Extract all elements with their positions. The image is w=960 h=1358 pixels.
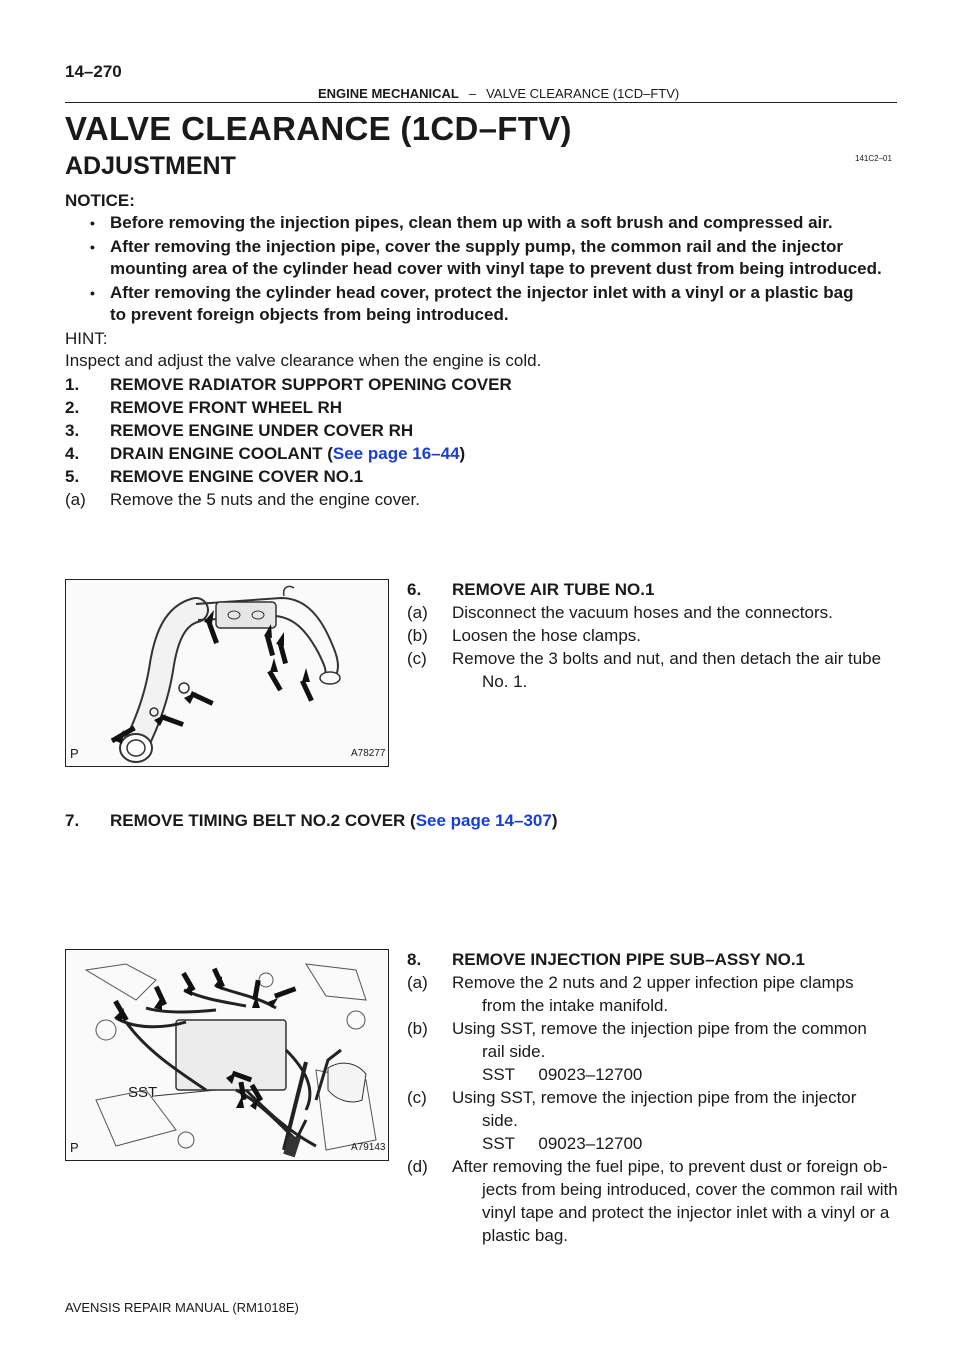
- header-rule: [65, 102, 897, 103]
- step-6b-letter: (b): [407, 626, 428, 645]
- step-3-text: REMOVE ENGINE UNDER COVER RH: [110, 421, 414, 440]
- step-8c-text-line-1: Using SST, remove the injection pipe from the injector: [452, 1088, 857, 1107]
- step-2-text: REMOVE FRONT WHEEL RH: [110, 398, 343, 417]
- step-7-text: [110, 810, 557, 832]
- bullet-dot: •: [90, 215, 95, 231]
- step-8-text: REMOVE INJECTION PIPE SUB–ASSY NO.1: [452, 950, 805, 969]
- section-subtitle: ADJUSTMENT: [65, 152, 236, 180]
- step-8c-sst: SST 09023–12700: [482, 1134, 643, 1153]
- notice-label: NOTICE:: [65, 191, 135, 210]
- step-4-close: ): [459, 444, 466, 463]
- step-number: 1.: [65, 375, 80, 394]
- step-number: 2.: [65, 398, 80, 417]
- header-section: ENGINE MECHANICAL: [318, 86, 459, 101]
- doc-code: 141C2–01: [855, 154, 892, 163]
- step-6b-text: Loosen the hose clamps.: [452, 626, 642, 645]
- step-6-text: REMOVE AIR TUBE NO.1: [452, 580, 655, 599]
- notice-bullet-3-line-2: to prevent foreign objects from being introduced.: [110, 305, 509, 324]
- step-5-text: REMOVE ENGINE COVER NO.1: [110, 467, 364, 486]
- step-8c-text-line-2: side.: [482, 1111, 518, 1130]
- step-8c-letter: (c): [407, 1088, 427, 1107]
- page-title: VALVE CLEARANCE (1CD–FTV): [65, 110, 572, 147]
- figure-2-label: A79143: [351, 1142, 386, 1153]
- step-8d-text-line-2: jects from being introduced, cover the common rail with: [482, 1180, 898, 1199]
- running-header: [318, 86, 679, 101]
- step-8d-text-line-1: After removing the fuel pipe, to prevent dust or foreign ob-: [452, 1157, 888, 1176]
- figure-1-corner-p: P: [70, 746, 79, 761]
- step-number: 5.: [65, 467, 80, 486]
- step-5a-letter: (a): [65, 490, 86, 509]
- step-1-text: REMOVE RADIATOR SUPPORT OPENING COVER: [110, 375, 512, 394]
- figure-1-label: A78277: [351, 748, 386, 759]
- step-8a-text-line-1: Remove the 2 nuts and 2 upper infection pipe clamps: [452, 973, 854, 992]
- step-7-close: ): [551, 811, 558, 830]
- notice-bullet-2-line-1: After removing the injection pipe, cover the supply pump, the common rail and the injector: [110, 237, 843, 256]
- sst-callout: SST: [128, 1084, 158, 1101]
- step-number: 8.: [407, 950, 422, 969]
- page-footer: AVENSIS REPAIR MANUAL (RM1018E): [65, 1300, 299, 1315]
- step-number: 6.: [407, 580, 422, 599]
- step-number: 7.: [65, 811, 80, 830]
- step-6c-letter: (c): [407, 649, 427, 668]
- notice-bullet-1: Before removing the injection pipes, clean them up with a soft brush and compressed air.: [110, 213, 833, 232]
- bullet-dot: •: [90, 285, 95, 301]
- hint-label: HINT:: [65, 329, 108, 348]
- step-8b-sst: SST 09023–12700: [482, 1065, 643, 1084]
- figure-injection-pipes: [65, 949, 389, 1161]
- header-separator: –: [468, 86, 477, 101]
- step-5a-text: Remove the 5 nuts and the engine cover.: [110, 490, 420, 509]
- step-7-label: REMOVE TIMING BELT NO.2 COVER (: [110, 811, 416, 830]
- see-page-16-44-link[interactable]: See page 16–44: [332, 444, 460, 463]
- step-8d-letter: (d): [407, 1157, 428, 1176]
- hint-text: Inspect and adjust the valve clearance when the engine is cold.: [65, 351, 542, 370]
- step-4-label: DRAIN ENGINE COOLANT (: [110, 444, 333, 463]
- step-6c-text-line-1: Remove the 3 bolts and nut, and then detach the air tube: [452, 649, 882, 668]
- bullet-dot: •: [90, 239, 95, 255]
- see-page-14-307-link[interactable]: See page 14–307: [415, 811, 552, 830]
- header-subsection: VALVE CLEARANCE (1CD–FTV): [486, 86, 680, 101]
- figure-2-corner-p: P: [70, 1140, 79, 1155]
- step-8a-letter: (a): [407, 973, 428, 992]
- injection-pipe-illustration: [66, 950, 388, 1160]
- air-tube-illustration: [66, 580, 388, 766]
- step-8b-text-line-1: Using SST, remove the injection pipe from the common: [452, 1019, 867, 1038]
- step-8b-letter: (b): [407, 1019, 428, 1038]
- step-number: 3.: [65, 421, 80, 440]
- figure-air-tube: [65, 579, 389, 767]
- notice-bullet-3-line-1: After removing the cylinder head cover, protect the injector inlet with a vinyl or a plastic bag: [110, 283, 854, 302]
- step-8d-text-line-3: vinyl tape and protect the injector inlet with a vinyl or a: [482, 1203, 890, 1222]
- step-6a-letter: (a): [407, 603, 428, 622]
- page-number: 14–270: [65, 62, 122, 81]
- step-8d-text-line-4: plastic bag.: [482, 1226, 568, 1245]
- step-8a-text-line-2: from the intake manifold.: [482, 996, 669, 1015]
- notice-bullet-2-line-2: mounting area of the cylinder head cover with vinyl tape to prevent dust from being introduced.: [110, 259, 882, 278]
- step-6a-text: Disconnect the vacuum hoses and the connectors.: [452, 603, 833, 622]
- step-8b-text-line-2: rail side.: [482, 1042, 546, 1061]
- step-6c-text-line-2: No. 1.: [482, 672, 528, 691]
- step-number: 4.: [65, 444, 80, 463]
- step-4-text: [110, 443, 465, 465]
